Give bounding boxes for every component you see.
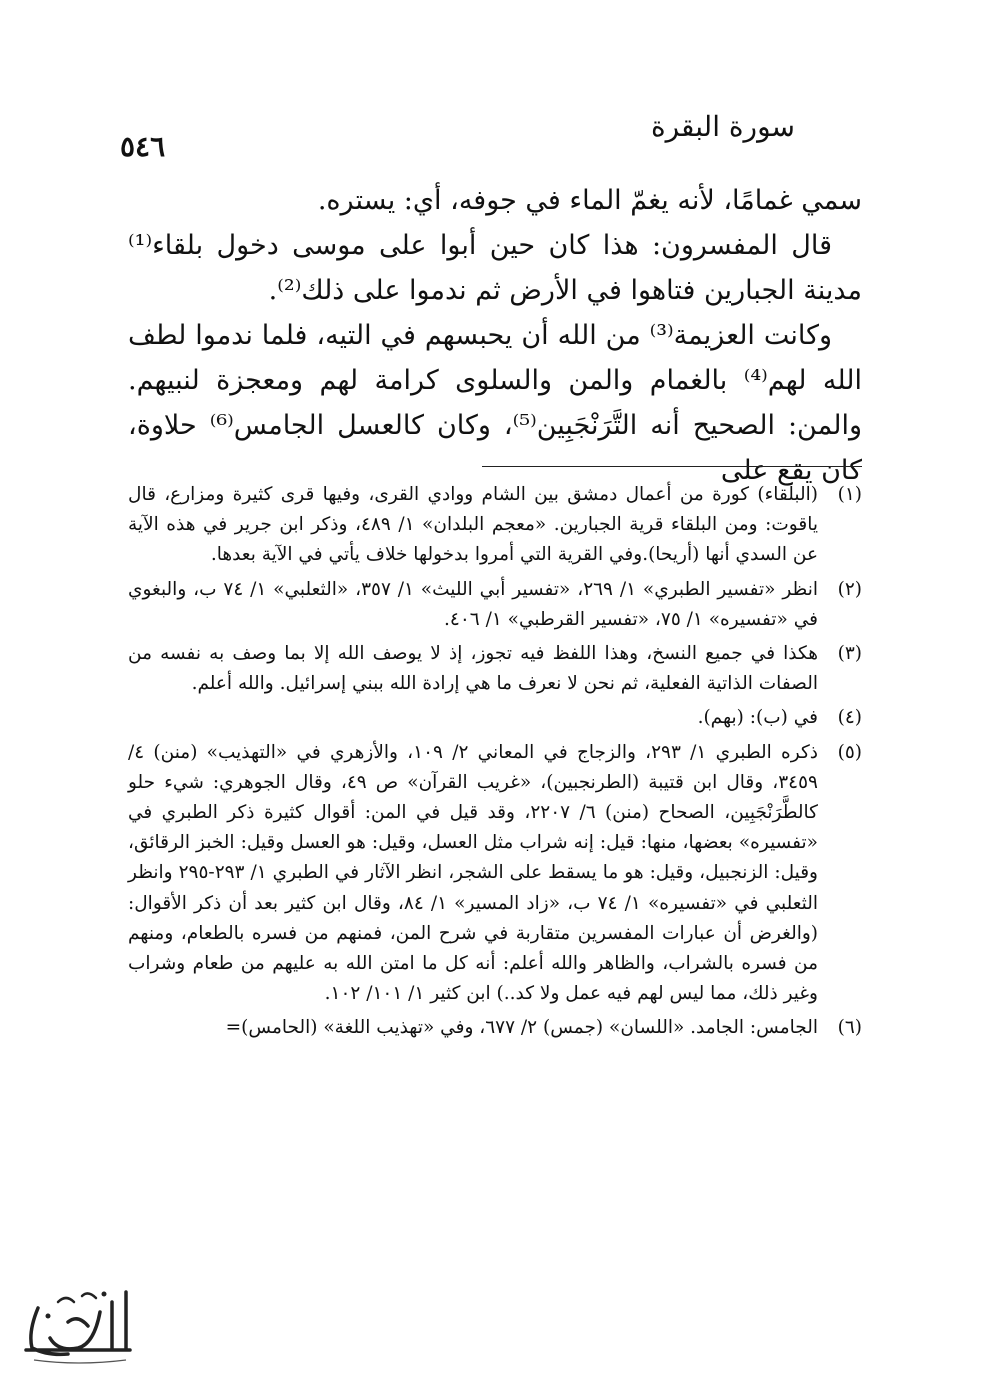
main-paragraph: قال المفسرون: هذا كان حين أبوا على موسى دخول بلقاء⁽¹⁾ مدينة الجبارين فتاهوا في الأرض ثم ندموا على ذلك⁽²⁾. [128,230,862,306]
main-paragraph: سمي غمامًا، لأنه يغمّ الماء في جوفه، أي: يستره. [317,185,862,216]
footnote [128,703,862,733]
page-header [120,110,870,170]
footnote-text: في (ب): (بهم). [697,707,818,729]
footnote-number: (٦) [837,1017,862,1039]
calligraphy-logo-icon [8,1272,138,1372]
footnote [128,480,862,571]
footnote-number: (١) [837,484,862,505]
footnote-text: (البلقاء) كورة من أعمال دمشق بين الشام ووادي القرى، وفيها قرى كثيرة ومزارع، قال ياقوت: ومن البلقاء قرية الجبارين. «معجم البلدان» ١/ ٤٨٩، وذكر ابن جرير في هذه الآية عن السدي أنها (أريحا).وفي القرية التي أمروا بدخولها خلاف يأتي في الآية بعدها. [128,484,818,566]
footnote-number: (٤) [837,707,862,729]
footnote-text: ذكره الطبري ١/ ٢٩٣، والزجاج في المعاني ٢/ ١٠٩، والأزهري في «التهذيب» (منن) ٤/ ٣٤٥٩، وقال ابن قتيبة (الطرنجبين)، «غريب القرآن» ص ٤٩، وقال الجوهري: شيء حلو كالطَّرَنْجَبِين، الصحاح (منن) ٦/ ٢٢٠٧، وقد قيل في المن: أقوال كثيرة ذكر الطبري في «تفسيره» بعضها، منها: قيل: إنه شراب مثل العسل، وقيل: هو العسل وقيل: الخبز الرقائق، وقيل: الزنجبيل، وقيل: هو ما يسقط على الشجر، انظر الآثار في الطبري ١/ ٢٩٣-٢٩٥ وانظر الثعلبي في «تفسيره» ١/ ٧٤ ب، «زاد المسير» ١/ ٨٤، وقال ابن كثير بعد أن ذكر الأقوال: (والغرض أن عبارات المفسرين متقاربة في شرح المن، فمنهم من فسره بالطعام، ومنهم من فسره بالشراب، والظاهر والله أعلم: أنه كل ما امتن الله به عليهم من طعام وشراب وغير ذلك، مما ليس لهم فيه عمل ولا كد..) ابن كثير ١/ ١٠١/ ١٠٢. [128,741,819,1005]
footnote-divider [482,466,862,467]
footnote-number: (٣) [837,643,862,665]
footnote-number: (٥) [837,741,862,763]
footnote-text: هكذا في جميع النسخ، وهذا اللفظ فيه تجوز، إذ لا يوصف الله إلا بما وصف به نفسه من الصفات الذاتية الفعلية، ثم نحن لا نعرف ما هي إرادة الله ببني إسرائيل. والله أعلم. [128,643,818,695]
surah-title: سورة البقرة [650,110,795,143]
footnotes [128,480,862,1048]
main-text [128,178,862,493]
footnote-number: (٢) [837,578,862,600]
page-number: ٥٤٦ [120,130,166,163]
footnote [128,639,862,699]
footnote [128,1013,862,1043]
footnote-text: الجامس: الجامد. «اللسان» (جمس) ٢/ ٦٧٧، وفي «تهذيب اللغة» (الحامس)= [225,1017,818,1039]
footnote-text: انظر «تفسير الطبري» ١/ ٢٦٩، «تفسير أبي الليث» ١/ ٣٥٧، «الثعلبي» ١/ ٧٤ ب، والبغوي في «تفسيره» ١/ ٧٥، «تفسير القرطبي» ١/ ٤٠٦. [128,578,818,630]
footnote [128,575,862,635]
main-paragraph: وكانت العزيمة⁽³⁾ من الله أن يحبسهم في التيه، فلما ندموا لطف الله لهم⁽⁴⁾ بالغمام والمن والسلوى كرامة لهم ومعجزة لنبيهم. والمن: الصحيح أنه التَّرَنْجَبِين⁽⁵⁾، وكان كالعسل الجامس⁽⁶⁾ حلاوة، كان يقع على [128,320,862,486]
footnote [128,738,862,1010]
